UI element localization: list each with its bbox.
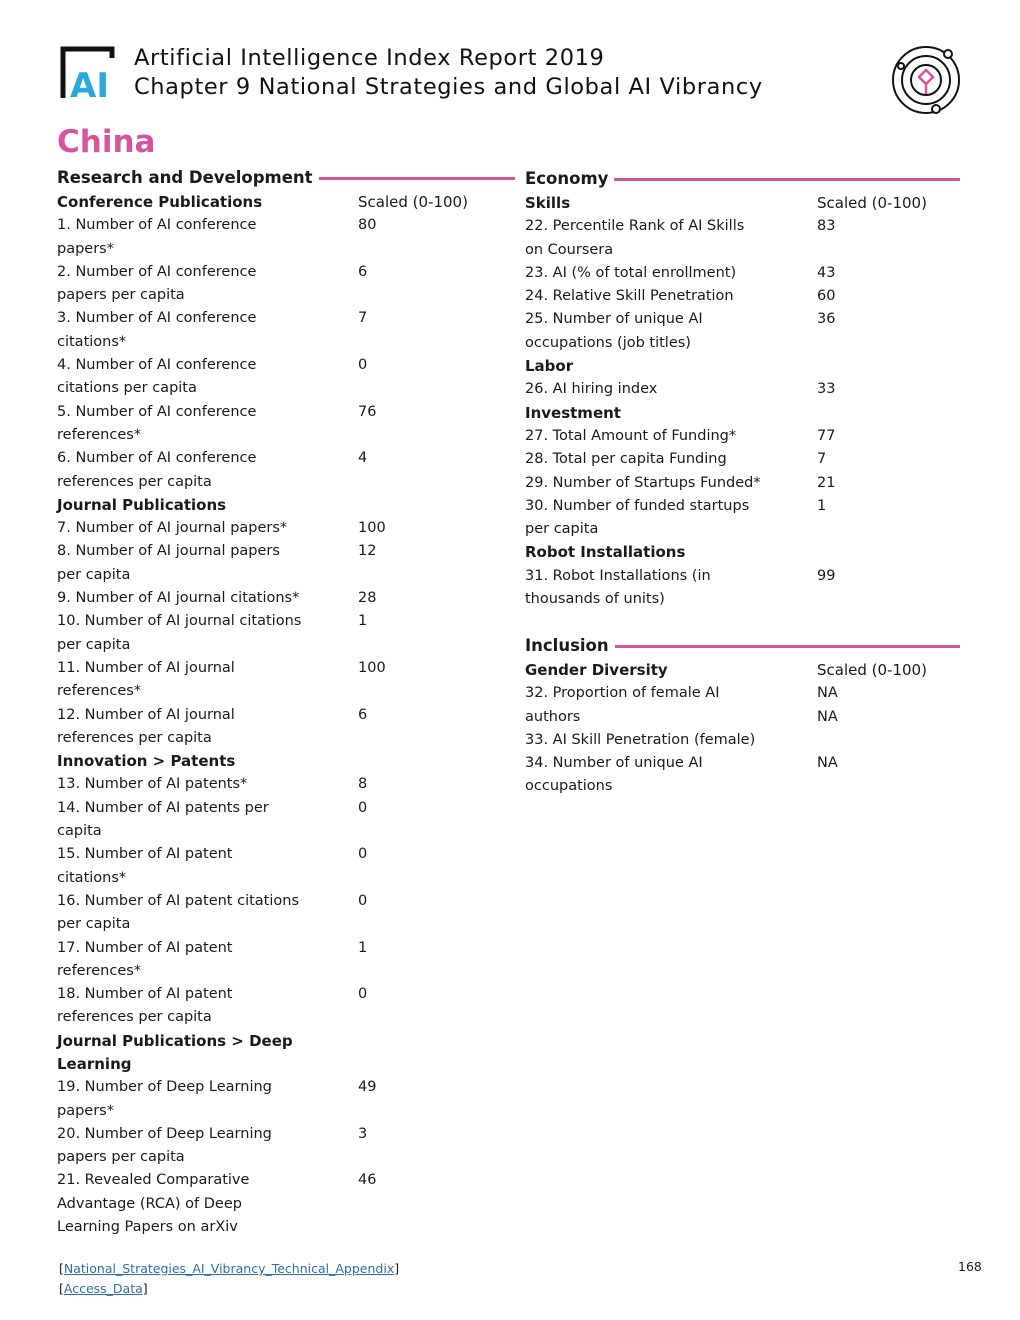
indicator-label: 23. AI (% of total enrollment) bbox=[525, 264, 737, 281]
indicator-value: 33 bbox=[817, 381, 836, 398]
section-rule bbox=[615, 645, 960, 648]
indicator-label: 22. Percentile Rank of AI Skills on Coursera bbox=[525, 218, 745, 258]
indicator-label: 7. Number of AI journal papers* bbox=[57, 520, 288, 537]
indicator-value: 83 bbox=[817, 218, 836, 235]
section-title: Economy bbox=[525, 168, 609, 188]
indicator-label: 4. Number of AI conference citations per capita bbox=[57, 357, 257, 397]
indicator-value: 1 bbox=[817, 497, 827, 514]
indicator-value: 76 bbox=[358, 403, 377, 420]
subsection-header bbox=[57, 191, 515, 214]
subsection-title: Journal Publications bbox=[57, 495, 227, 514]
indicator-row bbox=[525, 565, 960, 612]
indicator-row bbox=[57, 401, 515, 448]
subsection-title: Journal Publications > Deep Learning bbox=[57, 1031, 293, 1073]
subsection-header bbox=[57, 750, 515, 773]
indicator-label: 24. Relative Skill Penetration bbox=[525, 288, 734, 305]
indicator-row bbox=[57, 1076, 515, 1123]
indicator-label: 18. Number of AI patent references per capita bbox=[57, 986, 233, 1026]
indicator-value: 0 bbox=[358, 357, 368, 374]
country-title: China bbox=[57, 124, 156, 160]
indicator-label: 25. Number of unique AI occupations (job titles) bbox=[525, 311, 703, 351]
indicator-label: 12. Number of AI journal references per capita bbox=[57, 706, 235, 746]
indicator-row bbox=[57, 517, 515, 540]
indicator-row bbox=[57, 797, 515, 844]
indicator-value: 99 bbox=[817, 567, 836, 584]
indicator-label: 8. Number of AI journal papers per capita bbox=[57, 543, 280, 583]
subsection-title: Conference Publications bbox=[57, 193, 263, 211]
indicator-value: 6 bbox=[358, 263, 368, 280]
indicator-label: 2. Number of AI conference papers per capita bbox=[57, 263, 257, 304]
indicator-label: 6. Number of AI conference references per capita bbox=[57, 450, 257, 490]
indicator-label: 20. Number of Deep Learning papers per capita bbox=[57, 1125, 272, 1166]
indicator-value: 0 bbox=[358, 846, 368, 863]
indicator-label: 21. Revealed Comparative Advantage (RCA) of Deep Learning Papers on arXiv bbox=[57, 1172, 250, 1236]
indicator-row bbox=[57, 890, 515, 937]
subsection-title: Investment bbox=[525, 403, 621, 422]
indicator-row bbox=[525, 215, 960, 262]
scale-label: Scaled (0-100) bbox=[817, 661, 927, 679]
indicator-row bbox=[57, 843, 515, 890]
access-data-link[interactable]: Access_Data bbox=[63, 1280, 143, 1296]
indicator-label: 26. AI hiring index bbox=[525, 381, 658, 398]
svg-text:AI: AI bbox=[70, 66, 109, 102]
chapter-title: Chapter 9 National Strategies and Global AI Vibrancy bbox=[134, 74, 763, 100]
indicator-label: 31. Robot Installations (in thousands of units) bbox=[525, 567, 711, 608]
indicator-row bbox=[57, 307, 515, 354]
indicator-value: 28 bbox=[358, 590, 377, 607]
inclusion-section bbox=[525, 633, 960, 799]
indicator-label: 30. Number of funded startups per capita bbox=[525, 497, 750, 538]
indicator-row bbox=[57, 773, 515, 796]
indicator-row bbox=[57, 704, 515, 751]
indicator-label: 13. Number of AI patents* bbox=[57, 776, 248, 793]
indicator-row bbox=[525, 495, 960, 542]
indicator-value: 0 bbox=[358, 892, 368, 909]
indicator-row bbox=[525, 752, 960, 799]
section-rule bbox=[319, 177, 515, 180]
indicator-value: 21 bbox=[817, 474, 836, 491]
indicator-row bbox=[57, 587, 515, 610]
indicator-label: 17. Number of AI patent references* bbox=[57, 939, 233, 979]
indicator-row bbox=[57, 657, 515, 704]
subsection-title: Labor bbox=[525, 357, 574, 376]
indicator-label: 33. AI Skill Penetration (female) bbox=[525, 731, 756, 748]
indicator-label: 3. Number of AI conference citations* bbox=[57, 310, 257, 350]
scale-label: Scaled (0-100) bbox=[817, 194, 927, 212]
indicator-label: 19. Number of Deep Learning papers* bbox=[57, 1079, 272, 1119]
section-title: Research and Development bbox=[57, 167, 313, 187]
indicator-value: 1 bbox=[358, 939, 368, 956]
indicator-label: 32. Proportion of female AI authors bbox=[525, 685, 720, 725]
indicator-value: 6 bbox=[358, 706, 368, 723]
subsection-header bbox=[525, 659, 960, 682]
subsection-header bbox=[525, 541, 960, 564]
economy-section bbox=[525, 166, 960, 611]
indicator-label: 1. Number of AI conference papers* bbox=[57, 217, 257, 257]
subsection-title: Gender Diversity bbox=[525, 661, 668, 679]
indicator-row bbox=[57, 540, 515, 587]
indicator-row bbox=[57, 1123, 515, 1170]
subsection-header bbox=[57, 494, 515, 517]
indicator-value: 60 bbox=[817, 288, 836, 305]
indicator-value: 36 bbox=[817, 311, 836, 328]
subsection-header bbox=[57, 1030, 515, 1077]
report-title: Artificial Intelligence Index Report 2019 bbox=[134, 45, 605, 71]
indicator-label: 28. Total per capita Funding bbox=[525, 451, 727, 468]
indicator-value: 7 bbox=[817, 451, 827, 468]
page-number: 168 bbox=[958, 1259, 982, 1274]
indicator-row bbox=[57, 610, 515, 657]
indicator-value: 43 bbox=[817, 264, 836, 281]
indicator-row bbox=[525, 425, 960, 448]
section-title: Inclusion bbox=[525, 635, 609, 655]
indicator-row bbox=[525, 448, 960, 471]
research-section bbox=[57, 165, 515, 1239]
indicator-label: 5. Number of AI conference references* bbox=[57, 403, 257, 443]
indicator-row bbox=[57, 214, 515, 261]
indicator-row bbox=[57, 937, 515, 984]
footer-links: [National_Strategies_AI_Vibrancy_Technical_Appendix] [Access_Data] bbox=[59, 1261, 400, 1296]
indicator-value: 80 bbox=[358, 217, 377, 234]
indicator-row bbox=[525, 682, 960, 729]
indicator-value: 77 bbox=[817, 427, 836, 444]
indicator-row bbox=[57, 354, 515, 401]
indicator-row bbox=[525, 472, 960, 495]
indicator-value: 4 bbox=[358, 450, 368, 467]
indicator-value: 7 bbox=[358, 310, 368, 327]
indicator-row bbox=[57, 1169, 515, 1239]
indicator-value: 8 bbox=[358, 776, 368, 793]
header-title bbox=[134, 44, 763, 102]
indicator-label: 10. Number of AI journal citations per capita bbox=[57, 613, 302, 653]
section-header bbox=[57, 165, 515, 189]
indicator-label: 27. Total Amount of Funding* bbox=[525, 427, 737, 444]
subsection-header bbox=[525, 402, 960, 425]
indicator-row bbox=[525, 308, 960, 355]
indicator-value: 49 bbox=[358, 1079, 377, 1096]
scale-label: Scaled (0-100) bbox=[358, 193, 468, 211]
technical-appendix-link[interactable]: National_Strategies_AI_Vibrancy_Technical_Appendix bbox=[63, 1261, 395, 1276]
orbit-icon bbox=[888, 42, 964, 118]
indicator-label: 16. Number of AI patent citations per capita bbox=[57, 892, 299, 933]
indicator-label: 34. Number of unique AI occupations bbox=[525, 755, 703, 795]
subsection-title: Skills bbox=[525, 194, 571, 212]
indicator-value: 0 bbox=[358, 986, 368, 1003]
ai-index-logo bbox=[60, 46, 120, 102]
indicator-row bbox=[525, 378, 960, 401]
indicator-value: 46 bbox=[358, 1172, 377, 1189]
subsection-header bbox=[525, 355, 960, 378]
indicator-value: 0 bbox=[358, 799, 368, 816]
indicator-row bbox=[57, 983, 515, 1030]
indicator-row bbox=[525, 729, 960, 752]
indicator-row bbox=[525, 262, 960, 285]
indicator-label: 14. Number of AI patents per capita bbox=[57, 799, 269, 840]
indicator-value: 3 bbox=[358, 1125, 368, 1142]
indicator-value: NA bbox=[817, 755, 838, 772]
subsection-title: Robot Installations bbox=[525, 543, 686, 562]
subsection-header bbox=[525, 192, 960, 215]
indicator-label: 29. Number of Startups Funded* bbox=[525, 474, 761, 491]
indicator-row bbox=[57, 261, 515, 308]
indicator-value: NA NA bbox=[817, 685, 838, 725]
indicator-value: 12 bbox=[358, 543, 377, 560]
indicator-row bbox=[57, 447, 515, 494]
indicator-value: 100 bbox=[358, 520, 386, 537]
section-header bbox=[525, 633, 960, 657]
indicator-label: 9. Number of AI journal citations* bbox=[57, 590, 300, 607]
subsection-title: Innovation > Patents bbox=[57, 752, 236, 771]
section-rule bbox=[614, 178, 960, 181]
section-header bbox=[525, 166, 960, 190]
indicator-row bbox=[525, 285, 960, 308]
indicator-value: 100 bbox=[358, 659, 386, 676]
indicator-label: 15. Number of AI patent citations* bbox=[57, 846, 233, 886]
indicator-value: 1 bbox=[358, 613, 368, 630]
indicator-label: 11. Number of AI journal references* bbox=[57, 659, 235, 700]
